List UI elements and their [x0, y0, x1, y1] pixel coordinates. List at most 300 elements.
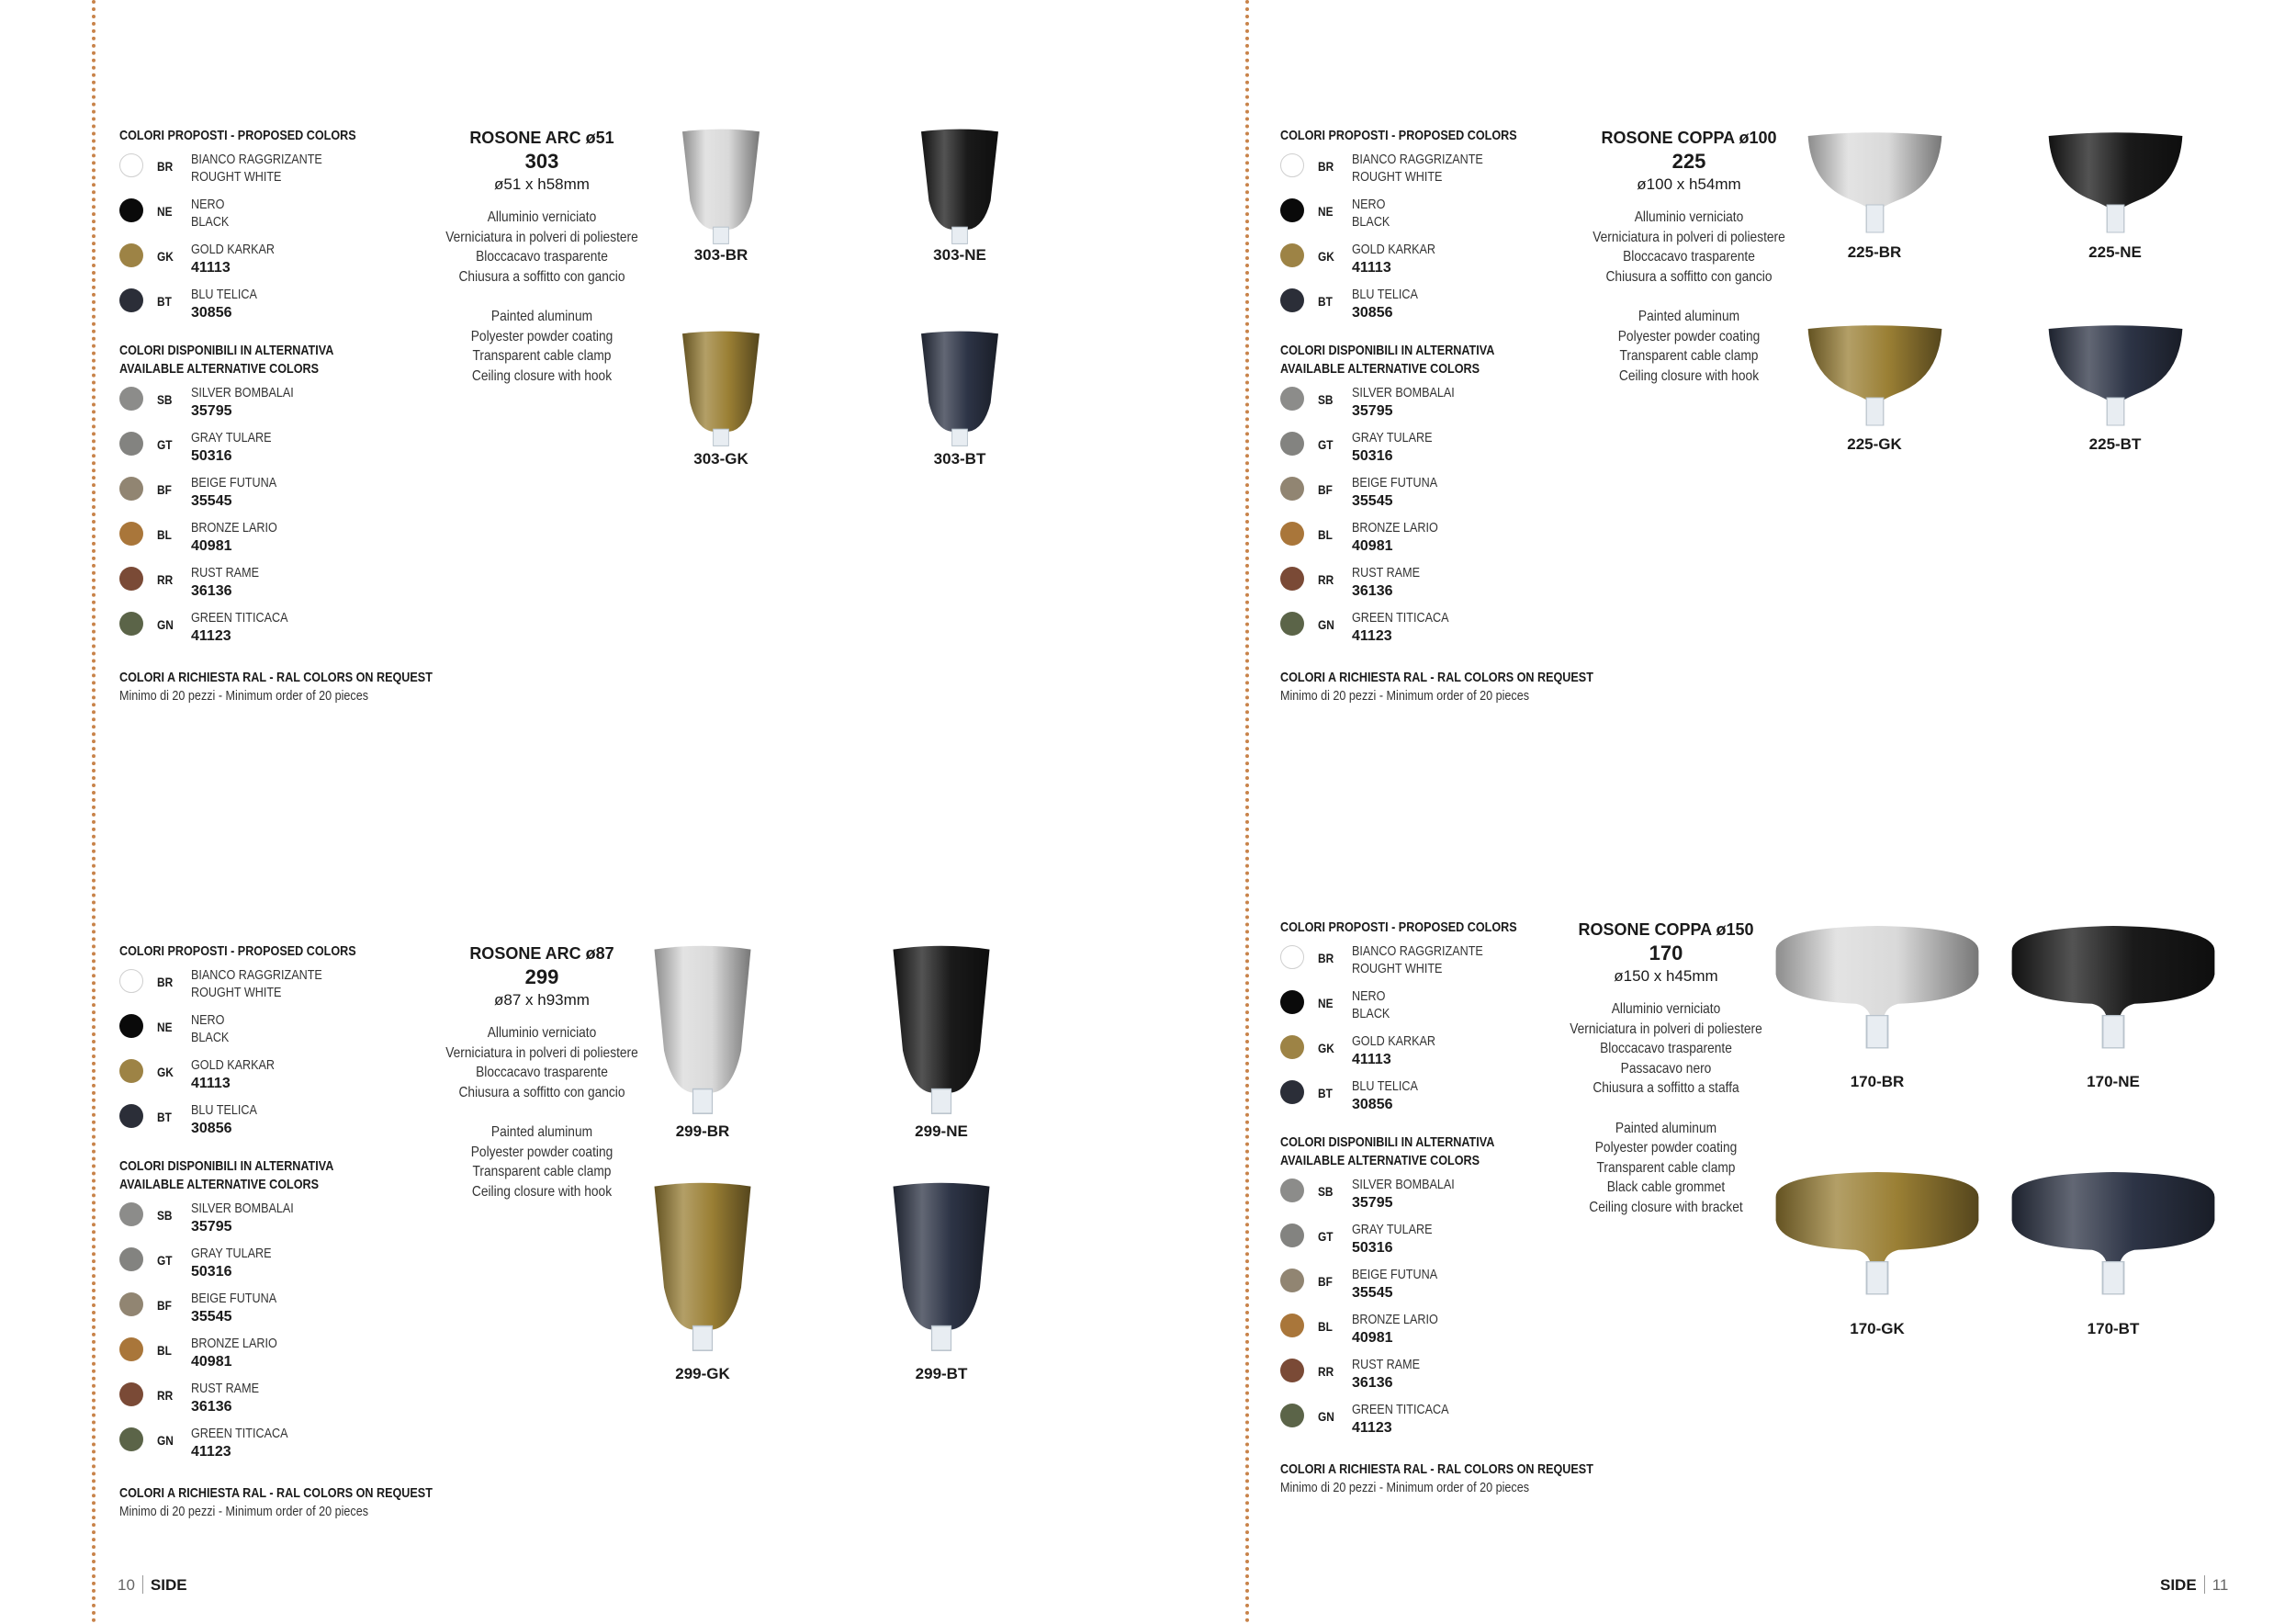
- color-name: BIANCO RAGGRIZANTE: [191, 967, 322, 983]
- color-number: 35545: [1352, 493, 1393, 509]
- color-dot: [1280, 288, 1304, 312]
- proposed-colors-header: COLORI PROPOSTI - PROPOSED COLORS: [119, 128, 356, 143]
- color-code: BR: [1318, 951, 1334, 965]
- product-variant-label: 303-BT: [933, 450, 986, 468]
- color-number: 35545: [191, 493, 232, 509]
- alternative-colors-header: COLORI DISPONIBILI IN ALTERNATIVA: [1280, 1134, 1495, 1150]
- product-image: [1772, 1165, 1983, 1312]
- color-code: RR: [1318, 1364, 1334, 1379]
- spec-line-en: Ceiling closure with hook: [1618, 367, 1760, 384]
- color-dot: [1280, 1404, 1304, 1427]
- color-swatch-row: [119, 384, 436, 429]
- color-name: BEIGE FUTUNA: [191, 1291, 277, 1306]
- color-code: BR: [157, 159, 174, 174]
- product-dimensions: ø150 x h45mm: [1614, 967, 1718, 985]
- color-name-en: ROUGHT WHITE: [1352, 961, 1443, 976]
- color-swatch-row: [119, 564, 436, 609]
- alternative-swatches: [119, 1200, 436, 1470]
- color-name: NERO: [1352, 197, 1386, 212]
- ceiling-rose-ne-image: [2044, 127, 2187, 242]
- spec-line-en: Transparent cable clamp: [472, 1164, 612, 1179]
- product-title: ROSONE ARC ø51: [469, 129, 614, 147]
- product-variant-label: 170-BR: [1850, 1073, 1905, 1090]
- product-image: [905, 329, 1015, 448]
- color-name: BLU TELICA: [1352, 1078, 1418, 1094]
- product-image: [634, 1179, 771, 1354]
- product-title: ROSONE COPPA ø100: [1601, 129, 1777, 147]
- color-number: 30856: [191, 1121, 232, 1136]
- spec-line-en: Polyester powder coating: [1617, 328, 1761, 344]
- product-code: 299: [524, 965, 559, 988]
- spec-line-it: Alluminio verniciato: [1634, 209, 1744, 225]
- color-number: 30856: [1352, 1097, 1393, 1112]
- color-swatch-row: [119, 519, 436, 564]
- spec-line-en: Painted aluminum: [1615, 1120, 1717, 1136]
- color-dot: [1280, 1035, 1304, 1059]
- product-dimensions: ø51 x h58mm: [494, 175, 590, 193]
- color-name-en: BLACK: [1352, 214, 1390, 230]
- product-dimensions: ø100 x h54mm: [1637, 175, 1741, 193]
- product-code: 170: [1649, 942, 1683, 964]
- color-dot: [119, 243, 143, 267]
- product-variant-label: 299-BR: [675, 1122, 730, 1140]
- product-code: 303: [524, 150, 559, 173]
- alternative-colors-header: COLORI DISPONIBILI IN ALTERNATIVA: [1280, 343, 1495, 358]
- color-swatch-row: [1280, 474, 1597, 519]
- color-dot: [119, 198, 143, 222]
- product-variant-label: 303-GK: [693, 450, 748, 468]
- ceiling-rose-bt-image: [905, 329, 1015, 448]
- color-name: GOLD KARKAR: [191, 242, 276, 257]
- ceiling-rose-gk-image: [666, 329, 776, 448]
- color-name: GOLD KARKAR: [191, 1057, 276, 1073]
- color-code: BF: [1318, 1274, 1333, 1289]
- color-swatch-row: [119, 1335, 436, 1380]
- color-number: 40981: [1352, 1330, 1393, 1346]
- spec-line-en: Transparent cable clamp: [472, 348, 612, 364]
- product-image: [1772, 919, 1983, 1066]
- color-dot: [1280, 153, 1304, 177]
- color-code: GT: [1318, 1229, 1334, 1244]
- color-swatch-row: [119, 241, 436, 286]
- color-name: GRAY TULARE: [1352, 1222, 1433, 1237]
- alternative-colors-header: COLORI DISPONIBILI IN ALTERNATIVA: [119, 1158, 334, 1174]
- color-dot: [119, 153, 143, 177]
- color-name: RUST RAME: [1352, 1357, 1420, 1372]
- product-image: [1804, 320, 1946, 434]
- spec-line-it: Alluminio verniciato: [487, 1025, 597, 1041]
- ceiling-rose-ne-image: [2008, 919, 2219, 1066]
- ceiling-rose-ne-image: [872, 942, 1010, 1117]
- spec-line-it: Bloccacavo trasparente: [476, 1065, 608, 1080]
- color-swatch-row: [1280, 429, 1597, 474]
- color-number: 36136: [1352, 1375, 1393, 1391]
- color-name: BLU TELICA: [1352, 287, 1418, 302]
- alternative-colors-header: COLORI DISPONIBILI IN ALTERNATIVA: [119, 343, 334, 358]
- color-name: BEIGE FUTUNA: [1352, 475, 1438, 491]
- alternative-colors-header-en: AVAILABLE ALTERNATIVE COLORS: [1280, 1153, 1480, 1168]
- color-swatch-row: [1280, 286, 1597, 331]
- color-number: 41113: [1352, 260, 1391, 276]
- color-swatch-row: [119, 1290, 436, 1335]
- color-name: BIANCO RAGGRIZANTE: [1352, 943, 1483, 959]
- color-swatch-row: [119, 286, 436, 331]
- alternative-colors-header-en: AVAILABLE ALTERNATIVE COLORS: [119, 361, 319, 377]
- product-title: ROSONE COPPA ø150: [1578, 920, 1754, 939]
- color-swatch-row: [1280, 564, 1597, 609]
- spec-line-it: Bloccacavo trasparente: [1600, 1041, 1732, 1056]
- product-code: 225: [1671, 150, 1706, 173]
- minimum-order-note: Minimo di 20 pezzi - Minimum order of 20 pieces: [1280, 688, 1530, 704]
- spec-line-it: Alluminio verniciato: [1611, 1001, 1721, 1017]
- color-swatch-row: [119, 1425, 436, 1470]
- color-code: NE: [1318, 204, 1334, 219]
- color-name: SILVER BOMBALAI: [191, 385, 294, 400]
- color-code: BT: [157, 1110, 172, 1124]
- color-name: BLU TELICA: [191, 1102, 257, 1118]
- color-name: GRAY TULARE: [191, 1246, 272, 1261]
- spec-line-it: Chiusura a soffitto con gancio: [458, 268, 625, 285]
- footer-divider: [142, 1575, 143, 1594]
- spec-line-it: Verniciatura in polveri di poliestere: [445, 1044, 638, 1061]
- ceiling-rose-bt-image: [872, 1179, 1010, 1354]
- color-dot: [1280, 477, 1304, 501]
- color-number: 40981: [191, 538, 232, 554]
- product-variant-label: 225-BT: [2088, 435, 2142, 453]
- color-code: RR: [157, 572, 174, 587]
- product-image: [2008, 1165, 2219, 1312]
- color-swatch-row: [1280, 241, 1597, 286]
- spec-line-en: Ceiling closure with hook: [471, 1183, 613, 1200]
- color-name: RUST RAME: [191, 565, 259, 581]
- color-code: BL: [157, 1343, 172, 1358]
- color-dot: [1280, 1080, 1304, 1104]
- color-name: GREEN TITICACA: [191, 610, 288, 626]
- ceiling-rose-br-image: [634, 942, 771, 1117]
- color-dot: [1280, 1179, 1304, 1202]
- spec-spacer: [1551, 287, 1827, 307]
- color-dot: [119, 1382, 143, 1406]
- product-image: [2044, 320, 2187, 434]
- color-swatch-row: [1280, 151, 1597, 196]
- product-image: [872, 1179, 1010, 1354]
- color-dot: [119, 432, 143, 456]
- color-code: BR: [1318, 159, 1334, 174]
- color-name: BIANCO RAGGRIZANTE: [1352, 152, 1483, 167]
- product-variant-label: 170-NE: [2087, 1073, 2140, 1090]
- color-code: GT: [1318, 437, 1334, 452]
- color-name: RUST RAME: [191, 1381, 259, 1396]
- color-dot: [119, 387, 143, 411]
- spec-line-en: Ceiling closure with hook: [471, 367, 613, 384]
- color-number: 35545: [1352, 1285, 1393, 1301]
- spec-line-en: Painted aluminum: [490, 1124, 593, 1140]
- proposed-swatches: [119, 966, 436, 1146]
- alternative-swatches: [119, 384, 436, 654]
- footer-divider: [2204, 1575, 2205, 1594]
- product-variant-label: 299-NE: [915, 1122, 968, 1140]
- color-code: GN: [1318, 617, 1334, 632]
- color-swatch-row: [119, 429, 436, 474]
- color-swatch-row: [119, 609, 436, 654]
- product-image: [634, 942, 771, 1117]
- color-code: BT: [1318, 294, 1333, 309]
- alternative-colors-header-en: AVAILABLE ALTERNATIVE COLORS: [119, 1177, 319, 1192]
- color-dot: [1280, 522, 1304, 546]
- color-dot: [119, 522, 143, 546]
- color-name: BRONZE LARIO: [1352, 1312, 1438, 1327]
- spec-line-en: Polyester powder coating: [470, 1144, 613, 1160]
- spec-spacer: [409, 287, 675, 307]
- spec-line-en: Painted aluminum: [490, 309, 593, 324]
- color-number: 36136: [1352, 583, 1393, 599]
- minimum-order-note: Minimo di 20 pezzi - Minimum order of 20 pieces: [1280, 1480, 1530, 1495]
- ceiling-rose-br-image: [1772, 919, 1983, 1066]
- ral-colors-header: COLORI A RICHIESTA RAL - RAL COLORS ON REQUEST: [1280, 1461, 1593, 1477]
- spec-line-en: Transparent cable clamp: [1596, 1159, 1736, 1176]
- color-swatch-row: [119, 196, 436, 241]
- color-code: BR: [157, 975, 174, 989]
- color-swatch-row: [1280, 1221, 1597, 1266]
- color-number: 40981: [191, 1354, 232, 1370]
- color-dot: [1280, 990, 1304, 1014]
- color-swatch-row: [1280, 1401, 1597, 1446]
- spec-line-en: Ceiling closure with bracket: [1589, 1199, 1743, 1215]
- color-name: SILVER BOMBALAI: [1352, 385, 1455, 400]
- color-code: GT: [157, 1253, 173, 1268]
- spec-line-it: Bloccacavo trasparente: [476, 249, 608, 265]
- color-name: BRONZE LARIO: [191, 1336, 277, 1351]
- color-dot: [119, 1247, 143, 1271]
- color-swatch-row: [119, 151, 436, 196]
- product-description: [409, 127, 675, 386]
- product-variant-label: 225-NE: [2088, 243, 2142, 261]
- color-code: SB: [157, 392, 173, 407]
- color-dot: [1280, 1224, 1304, 1247]
- spec-line-it: Alluminio verniciato: [487, 209, 597, 225]
- color-swatch-row: [119, 1056, 436, 1101]
- footer-left: [118, 1575, 187, 1596]
- color-dot: [119, 612, 143, 636]
- center-spine-rule: [1245, 0, 1249, 1624]
- color-number: 30856: [191, 305, 232, 321]
- minimum-order-note: Minimo di 20 pezzi - Minimum order of 20 pieces: [119, 688, 369, 704]
- color-dot: [119, 1014, 143, 1038]
- color-dot: [1280, 945, 1304, 969]
- color-dot: [119, 1104, 143, 1128]
- color-number: 41123: [1352, 628, 1392, 644]
- ceiling-rose-br-image: [1804, 127, 1946, 242]
- color-code: BL: [1318, 527, 1333, 542]
- ceiling-rose-bt-image: [2044, 320, 2187, 434]
- color-number: 50316: [1352, 448, 1393, 464]
- color-number: 35795: [191, 1219, 232, 1235]
- color-swatch-row: [1280, 196, 1597, 241]
- ceiling-rose-gk-image: [1772, 1165, 1983, 1312]
- color-code: GK: [157, 249, 174, 264]
- spec-line-en: Black cable grommet: [1606, 1179, 1726, 1195]
- color-number: 35795: [191, 403, 232, 419]
- proposed-colors-header: COLORI PROPOSTI - PROPOSED COLORS: [1280, 919, 1517, 935]
- color-swatch-row: [119, 1101, 436, 1146]
- color-dot: [1280, 612, 1304, 636]
- alternative-swatches: [1280, 384, 1597, 654]
- color-code: GN: [157, 617, 174, 632]
- color-name: BLU TELICA: [191, 287, 257, 302]
- spec-line-en: Painted aluminum: [1638, 309, 1740, 324]
- color-name: BIANCO RAGGRIZANTE: [191, 152, 322, 167]
- color-name: NERO: [191, 1012, 225, 1028]
- color-dot: [119, 567, 143, 591]
- brand-name: SIDE: [2160, 1576, 2197, 1594]
- ral-colors-header: COLORI A RICHIESTA RAL - RAL COLORS ON REQUEST: [119, 1485, 433, 1501]
- color-code: RR: [1318, 572, 1334, 587]
- color-number: 41123: [191, 628, 231, 644]
- color-list: [119, 127, 436, 705]
- color-dot: [1280, 1314, 1304, 1337]
- color-name: GRAY TULARE: [1352, 430, 1433, 445]
- color-number: 41113: [191, 260, 231, 276]
- product-variant-label: 303-BR: [693, 246, 748, 264]
- ceiling-rose-gk-image: [1804, 320, 1946, 434]
- color-name-en: BLACK: [1352, 1006, 1390, 1021]
- color-code: NE: [157, 1020, 173, 1034]
- color-dot: [119, 288, 143, 312]
- product-dimensions: ø87 x h93mm: [494, 991, 590, 1009]
- footer-right: [2160, 1575, 2228, 1596]
- color-dot: [1280, 198, 1304, 222]
- color-dot: [1280, 387, 1304, 411]
- product-title: ROSONE ARC ø87: [469, 944, 614, 963]
- color-list: [1280, 127, 1597, 705]
- product-image: [1804, 127, 1946, 242]
- color-code: BF: [1318, 482, 1333, 497]
- product-variant-label: 225-GK: [1847, 435, 1902, 453]
- spec-line-it: Verniciatura in polveri di poliestere: [445, 229, 638, 245]
- color-dot: [119, 1337, 143, 1361]
- color-dot: [119, 1427, 143, 1451]
- color-name: SILVER BOMBALAI: [1352, 1177, 1455, 1192]
- color-code: BF: [157, 1298, 172, 1313]
- color-code: SB: [1318, 1184, 1334, 1199]
- color-swatch-row: [1280, 1311, 1597, 1356]
- color-dot: [1280, 1269, 1304, 1292]
- product-variant-label: 170-BT: [2087, 1320, 2140, 1337]
- color-number: 50316: [191, 448, 232, 464]
- proposed-colors-header: COLORI PROPOSTI - PROPOSED COLORS: [1280, 128, 1517, 143]
- color-code: GK: [1318, 249, 1334, 264]
- color-code: GT: [157, 437, 173, 452]
- spec-line-en: Transparent cable clamp: [1619, 348, 1759, 364]
- product-variant-label: 170-GK: [1850, 1320, 1905, 1337]
- color-dot: [119, 1059, 143, 1083]
- color-code: GN: [157, 1433, 174, 1448]
- color-name: GOLD KARKAR: [1352, 1033, 1436, 1049]
- product-variant-label: 299-GK: [675, 1365, 730, 1382]
- brand-name: SIDE: [150, 1576, 187, 1594]
- color-code: GK: [1318, 1041, 1334, 1055]
- color-swatch-row: [1280, 384, 1597, 429]
- color-swatch-row: [119, 1011, 436, 1056]
- color-number: 50316: [1352, 1240, 1393, 1256]
- color-name-en: BLACK: [191, 214, 230, 230]
- spec-line-it: Passacavo nero: [1620, 1060, 1712, 1077]
- ceiling-rose-gk-image: [634, 1179, 771, 1354]
- color-swatch-row: [119, 474, 436, 519]
- color-name: GREEN TITICACA: [1352, 1402, 1449, 1417]
- color-code: GN: [1318, 1409, 1334, 1424]
- color-code: SB: [157, 1208, 173, 1223]
- color-name: BRONZE LARIO: [1352, 520, 1438, 536]
- product-image: [2008, 919, 2219, 1066]
- color-swatch-row: [119, 966, 436, 1011]
- spec-line-it: Bloccacavo trasparente: [1623, 249, 1755, 265]
- ceiling-rose-bt-image: [2008, 1165, 2219, 1312]
- product-image: [666, 127, 776, 246]
- color-code: RR: [157, 1388, 174, 1403]
- color-name-en: ROUGHT WHITE: [1352, 169, 1443, 185]
- minimum-order-note: Minimo di 20 pezzi - Minimum order of 20 pieces: [119, 1504, 369, 1519]
- left-margin-rule: [92, 0, 96, 1624]
- proposed-swatches: [119, 151, 436, 331]
- color-code: NE: [1318, 996, 1334, 1010]
- color-number: 36136: [191, 1399, 232, 1415]
- spec-line-it: Chiusura a soffitto con gancio: [458, 1084, 625, 1100]
- color-number: 41123: [191, 1444, 231, 1460]
- color-number: 35795: [1352, 1195, 1393, 1211]
- ceiling-rose-ne-image: [905, 127, 1015, 246]
- color-number: 41113: [191, 1076, 231, 1091]
- product-variant-label: 299-BT: [915, 1365, 968, 1382]
- color-swatch-row: [1280, 1266, 1597, 1311]
- product-description: [1551, 127, 1827, 386]
- spec-line-it: Chiusura a soffitto con gancio: [1605, 268, 1773, 285]
- color-name: BEIGE FUTUNA: [1352, 1267, 1438, 1282]
- color-number: 41113: [1352, 1052, 1391, 1067]
- color-code: BT: [157, 294, 172, 309]
- spec-line-it: Chiusura a soffitto a staffa: [1593, 1080, 1739, 1096]
- color-dot: [119, 1292, 143, 1316]
- color-name-en: BLACK: [191, 1030, 230, 1045]
- ral-colors-header: COLORI A RICHIESTA RAL - RAL COLORS ON REQUEST: [119, 670, 433, 685]
- color-number: 36136: [191, 583, 232, 599]
- color-code: SB: [1318, 392, 1334, 407]
- color-name: SILVER BOMBALAI: [191, 1201, 294, 1216]
- color-name: GREEN TITICACA: [1352, 610, 1449, 626]
- alternative-colors-header-en: AVAILABLE ALTERNATIVE COLORS: [1280, 361, 1480, 377]
- color-name: GREEN TITICACA: [191, 1426, 288, 1441]
- color-code: NE: [157, 204, 173, 219]
- color-swatch-row: [1280, 519, 1597, 564]
- color-dot: [1280, 1359, 1304, 1382]
- product-variant-label: 225-BR: [1847, 243, 1902, 261]
- color-number: 35545: [191, 1309, 232, 1325]
- color-swatch-row: [119, 1380, 436, 1425]
- color-name: GOLD KARKAR: [1352, 242, 1436, 257]
- color-name: BRONZE LARIO: [191, 520, 277, 536]
- spec-spacer: [1514, 1099, 1818, 1119]
- color-number: 50316: [191, 1264, 232, 1280]
- color-code: BL: [157, 527, 172, 542]
- page-number: 11: [2212, 1576, 2229, 1594]
- color-swatch-row: [1280, 609, 1597, 654]
- page-number: 10: [118, 1576, 135, 1594]
- color-code: BL: [1318, 1319, 1333, 1334]
- color-name-en: ROUGHT WHITE: [191, 169, 282, 185]
- color-dot: [119, 969, 143, 993]
- color-number: 35795: [1352, 403, 1393, 419]
- color-name: NERO: [191, 197, 225, 212]
